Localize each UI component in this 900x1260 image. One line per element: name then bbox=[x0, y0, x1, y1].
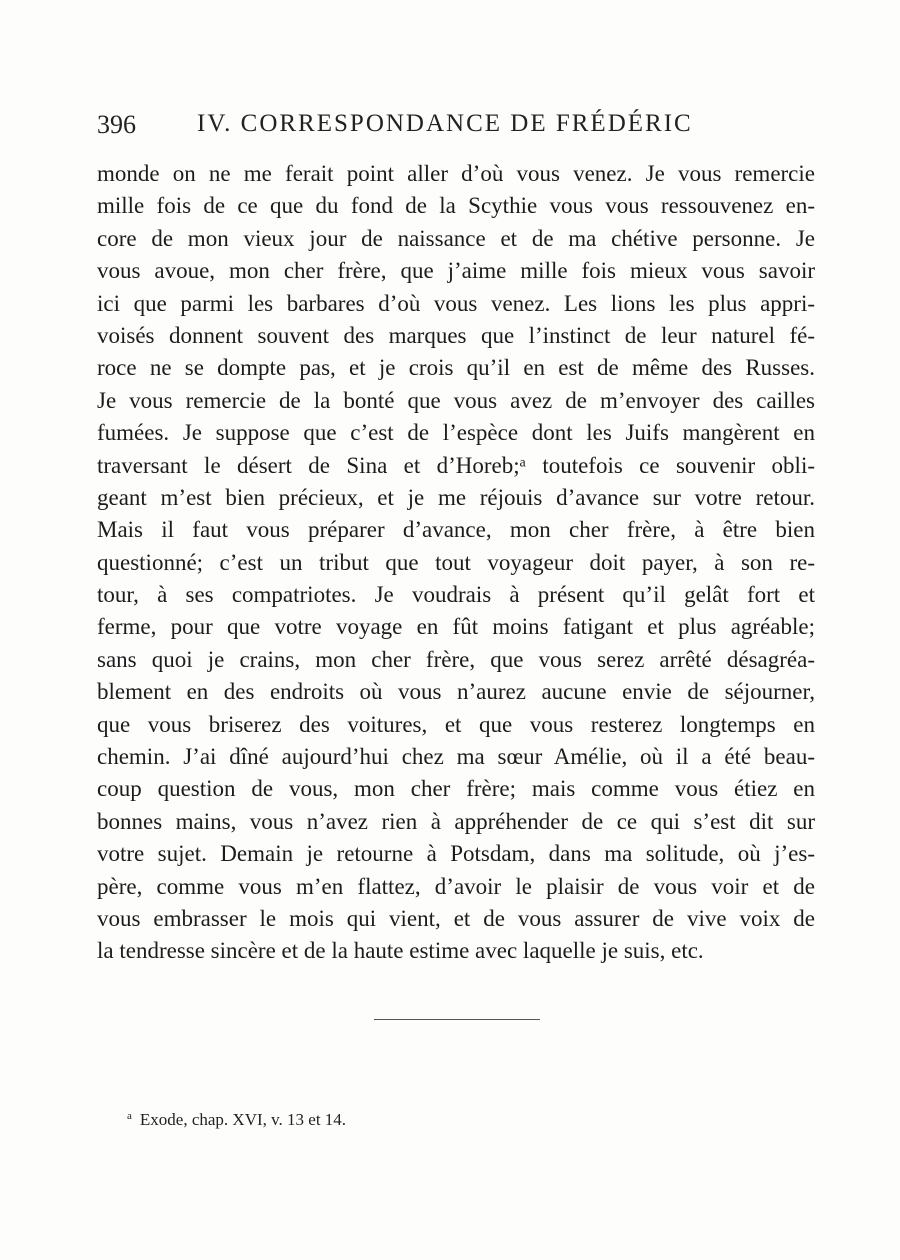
text-line: Je vous remercie de la bonté que vous avez de m’envoyer des cailles bbox=[97, 387, 815, 413]
text-line: geant m’est bien précieux, et je me réjouis d’avance sur votre retour. bbox=[97, 484, 815, 510]
text-line: blement en des endroits où vous n’aurez aucune envie de séjourner, bbox=[97, 679, 815, 705]
text-line: la tendresse sincère et de la haute estime avec laquelle je suis, etc. bbox=[97, 938, 704, 964]
text-line: ferme, pour que votre voyage en fût moins fatigant et plus agréable; bbox=[97, 614, 815, 640]
text-line: tour, à ses compatriotes. Je voudrais à présent qu’il gelât fort et bbox=[97, 582, 815, 608]
text-line: voisés donnent souvent des marques que l’instinct de leur naturel fé- bbox=[97, 322, 815, 348]
footnote-text: Exode, chap. XVI, v. 13 et 14. bbox=[139, 1110, 347, 1129]
text-line: votre sujet. Demain je retourne à Potsdam, dans ma solitude, où j’es- bbox=[97, 841, 815, 867]
text-line: questionné; c’est un tribut que tout voyageur doit payer, à son re- bbox=[97, 549, 815, 575]
text-line: père, comme vous m’en flattez, d’avoir le plaisir de vous voir et de bbox=[97, 873, 815, 899]
section-divider bbox=[374, 1019, 540, 1020]
text-line: mille fois de ce que du fond de la Scythie vous vous ressouvenez en- bbox=[97, 193, 815, 219]
text-line: coup question de vous, mon cher frère; mais comme vous étiez en bbox=[97, 776, 815, 802]
footnote bbox=[127, 1110, 727, 1130]
text-line: vous embrasser le mois qui vient, et de vous assurer de vive voix de bbox=[97, 905, 815, 931]
text-line: Mais il faut vous préparer d’avance, mon cher frère, à être bien bbox=[97, 517, 815, 543]
text-line: ici que parmi les barbares d’où vous venez. Les lions les plus appri- bbox=[97, 290, 815, 316]
footnote-mark: a bbox=[127, 1110, 132, 1122]
text-line: core de mon vieux jour de naissance et de ma chétive personne. Je bbox=[97, 225, 815, 251]
text-line: traversant le désert de Sina et d’Horeb;ᵃ toutefois ce souvenir obli- bbox=[97, 452, 815, 478]
text-line: fumées. Je suppose que c’est de l’espèce dont les Juifs mangèrent en bbox=[97, 420, 815, 446]
running-head bbox=[97, 110, 817, 150]
text-line: bonnes mains, vous n’avez rien à appréhender de ce qui s’est dit sur bbox=[97, 808, 815, 834]
running-title: IV. CORRESPONDANCE DE FRÉDÉRIC bbox=[197, 110, 693, 137]
text-line: chemin. J’ai dîné aujourd’hui chez ma sœur Amélie, où il a été beau- bbox=[97, 744, 815, 770]
text-line: sans quoi je crains, mon cher frère, que vous serez arrêté désagréa- bbox=[97, 646, 815, 672]
text-line: monde on ne me ferait point aller d’où vous venez. Je vous remercie bbox=[97, 161, 815, 186]
text-line: vous avoue, mon cher frère, que j’aime mille fois mieux vous savoir bbox=[97, 258, 815, 284]
text-line: que vous briserez des voitures, et que vous resterez longtemps en bbox=[97, 711, 815, 737]
text-line: roce ne se dompte pas, et je crois qu’il en est de même des Russes. bbox=[97, 355, 815, 381]
body-text bbox=[97, 158, 815, 968]
page-number: 396 bbox=[97, 110, 136, 139]
